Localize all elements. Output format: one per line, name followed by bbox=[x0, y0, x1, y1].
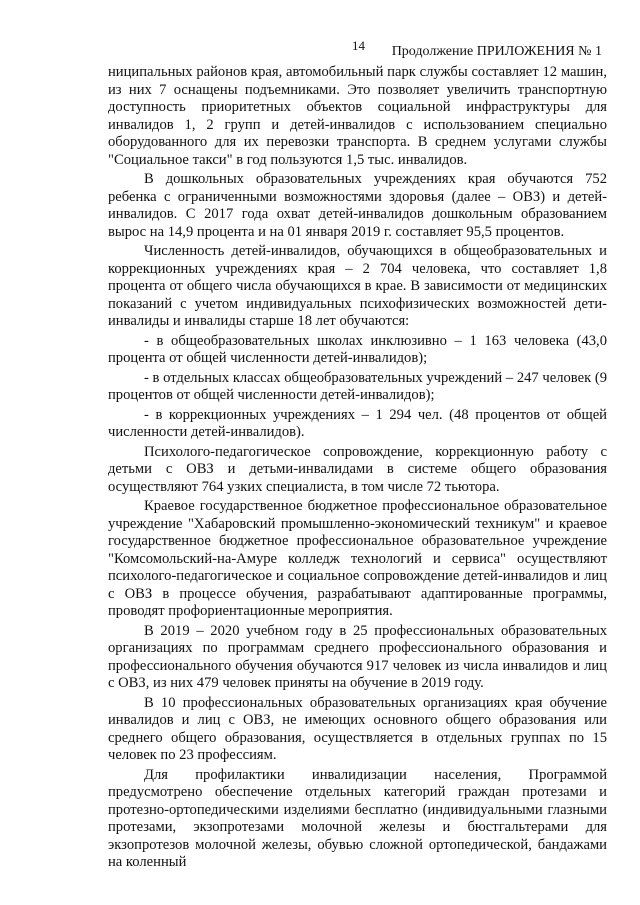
appendix-label: Продолжение ПРИЛОЖЕНИЯ № 1 bbox=[391, 44, 602, 59]
document-body bbox=[108, 64, 607, 874]
paragraph-psych-support: Психолого-педагогическое сопровождение, коррекционную работу с детьми с ОВЗ и детьми-инвалидами в системе общего образования осуществляют 764 узких специалиста, в том числе 72 тьютора. bbox=[108, 443, 607, 495]
paragraph-transport: ниципальных районов края, автомобильный парк службы составляет 12 машин, из них 7 оснащены подъемниками. Это позволяет увеличить транспортную доступность приоритетных объектов социальной инфраструктуры для инвалидов 1, 2 групп и детей-инвалидов с использованием специально оборудованного для их перевозки транспорта. В среднем услугами службы "Социальное такси" в год пользуются 1,5 тыс. инвалидов. bbox=[108, 64, 607, 168]
paragraph-separate-groups: В 10 профессиональных образовательных организациях края обучение инвалидов и лиц с ОВЗ, не имеющих основного общего образования или среднего общего образования, осуществляется в отдельных группах по 15 человек по 23 профессиям. bbox=[108, 694, 607, 763]
paragraph-vocational-2019: В 2019 – 2020 учебном году в 25 профессиональных образовательных организациях по программам среднего профессионального образования и профессионального обучения обучаются 917 человек из числа инвалидов и лиц с ОВЗ, из них 479 человек приняты на обучение в 2019 году. bbox=[108, 622, 607, 691]
page-number: 14 bbox=[352, 38, 365, 53]
list-item-inclusive: - в общеобразовательных школах инклюзивно – 1 163 человека (43,0 процента от общей численности детей-инвалидов); bbox=[108, 332, 607, 366]
paragraph-prosthetics: Для профилактики инвалидизации населения, Программой предусмотрено обеспечение отдельных категорий граждан протезами и протезно-ортопедическими изделиями бесплатно (индивидуальными глазными протезами, экзопротезами молочной железы и бюстгальтерами для экзопротезов молочной железы, обувью сложной ортопедической, бандажами на коленный bbox=[108, 766, 607, 870]
paragraph-school-count: Численность детей-инвалидов, обучающихся в общеобразовательных и коррекционных учреждениях края – 2 704 человека, что составляет 1,8 процента от общего числа обучающихся в крае. В зависимости от медицинских показаний с учетом индивидуальных психофизических возможностей дети-инвалиды и инвалиды старше 18 лет обучаются: bbox=[108, 243, 607, 329]
paragraph-colleges: Краевое государственное бюджетное профессиональное образовательное учреждение "Хабаровский промышленно-экономический техникум" и краевое государственное бюджетное профессиональное образовательное учреждение "Комсомольский-на-Амуре колледж технологий и сервиса" осуществляют психолого-педагогическое и социальное сопровождение детей-инвалидов и лиц с ОВЗ в процессе обучения, разрабатывают адаптированные программы, проводят профориентационные мероприятия. bbox=[108, 498, 607, 619]
paragraph-preschool: В дошкольных образовательных учреждениях края обучаются 752 ребенка с ограниченными возможностями здоровья (далее – ОВЗ) и детей-инвалидов. С 2017 года охват детей-инвалидов дошкольным образованием вырос на 14,9 процента и на 01 января 2019 г. составляет 95,5 процентов. bbox=[108, 171, 607, 240]
list-item-separate-classes: - в отдельных классах общеобразовательных учреждений – 247 человек (9 процентов от общей численности детей-инвалидов); bbox=[108, 369, 607, 403]
list-item-correctional: - в коррекционных учреждениях – 1 294 чел. (48 процентов от общей численности детей-инвалидов). bbox=[108, 406, 607, 440]
